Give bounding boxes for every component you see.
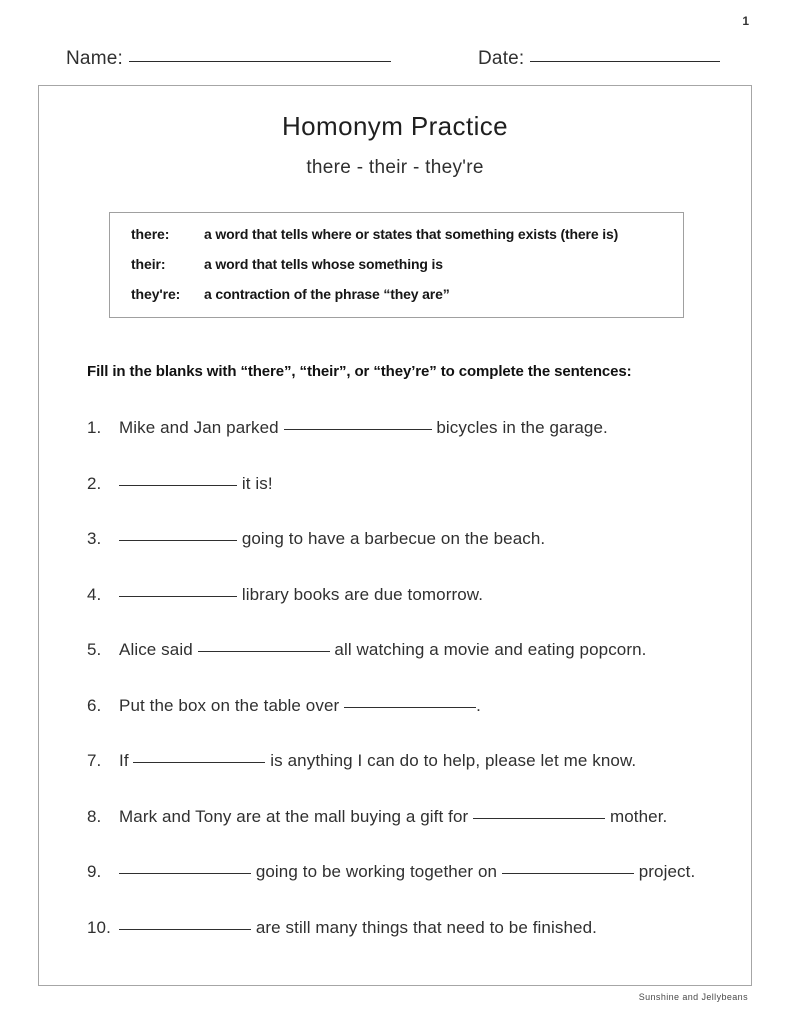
worksheet-title: Homonym Practice [281,111,509,141]
question-text [119,807,667,827]
question-item-6 [87,696,733,752]
question-text-before: Mike and Jan parked [119,418,284,437]
question-item-4 [87,585,733,641]
question-text-after: going to be working together on [251,862,502,881]
name-label: Name: [66,48,123,69]
worksheet-sheet [38,85,752,986]
question-text [119,585,483,605]
question-item-9 [87,862,733,918]
answer-blank[interactable] [119,485,237,486]
question-text-before: Put the box on the table over [119,695,345,715]
question-text-after: are still many things that need to be finished. [251,917,597,937]
question-list [87,418,733,973]
answer-blank[interactable] [344,707,476,708]
name-date-header [66,48,731,74]
question-number: 7. [87,751,102,770]
answer-blank[interactable] [198,651,330,652]
question-number: 6. [87,695,102,715]
question-text-after: all watching a movie and eating popcorn. [329,640,647,659]
name-blank-line[interactable] [129,61,391,62]
question-number: 8. [87,806,102,826]
question-number: 5. [87,640,102,659]
definition-row [110,226,683,256]
question-text [119,529,545,549]
question-number: 2. [87,473,102,493]
question-text [119,474,273,494]
answer-blank[interactable] [119,596,237,597]
answer-blank[interactable] [473,818,605,819]
definition-box [109,212,684,318]
definition-meaning: a word that tells where or states that something exists (there is) [204,226,619,242]
date-blank-line[interactable] [530,61,720,62]
question-item-5 [87,640,733,696]
question-text [119,418,608,438]
question-text-before: Alice said [119,640,198,659]
definition-term: their: [131,256,166,272]
question-item-7 [87,751,733,807]
question-text-after: library books are due tomorrow. [237,584,484,604]
instruction-text: Fill in the blanks with “there”, “their”, or “they’re” to complete the sentences: [87,363,632,380]
question-item-10 [87,918,733,974]
question-text-after-second: project. [633,862,696,881]
answer-blank[interactable] [119,540,237,541]
answer-blank[interactable] [119,873,251,874]
question-text [119,918,597,938]
question-text-before: Mark and Tony are at the mall buying a gift for [119,806,474,826]
question-text-after: it is! [237,473,273,493]
question-item-8 [87,807,733,863]
question-item-1 [87,418,733,474]
definition-row [110,256,683,286]
question-text-after: mother. [605,806,668,826]
question-text [119,696,481,716]
answer-blank-second[interactable] [502,873,634,874]
name-field [66,48,391,70]
question-text-after: bicycles in the garage. [431,418,608,437]
question-item-3 [87,529,733,585]
definition-row [110,286,683,316]
question-text-after: going to have a barbecue on the beach. [237,529,546,548]
question-text [119,640,647,660]
footer-credit: Sunshine and Jellybeans [638,992,748,1002]
date-label: Date: [478,48,525,69]
worksheet-subtitle: there - their - they're [306,157,484,178]
question-text-after: is anything I can do to help, please let me know. [265,751,637,770]
page-number: 1 [742,14,749,28]
question-item-2 [87,474,733,530]
answer-blank[interactable] [284,429,432,430]
question-number: 3. [87,529,102,548]
definition-meaning: a contraction of the phrase “they are” [204,286,450,302]
answer-blank[interactable] [119,929,251,930]
question-number: 10. [87,917,111,937]
definition-meaning: a word that tells whose something is [204,256,443,272]
definition-term: there: [131,226,170,242]
question-text [119,751,636,771]
question-text-after: . [476,695,481,715]
question-text [119,862,695,882]
question-text-before: If [119,751,134,770]
definition-term: they're: [131,286,181,302]
date-field [478,48,720,70]
question-number: 4. [87,584,102,604]
answer-blank[interactable] [133,762,265,763]
question-number: 9. [87,862,102,881]
question-number: 1. [87,418,102,437]
